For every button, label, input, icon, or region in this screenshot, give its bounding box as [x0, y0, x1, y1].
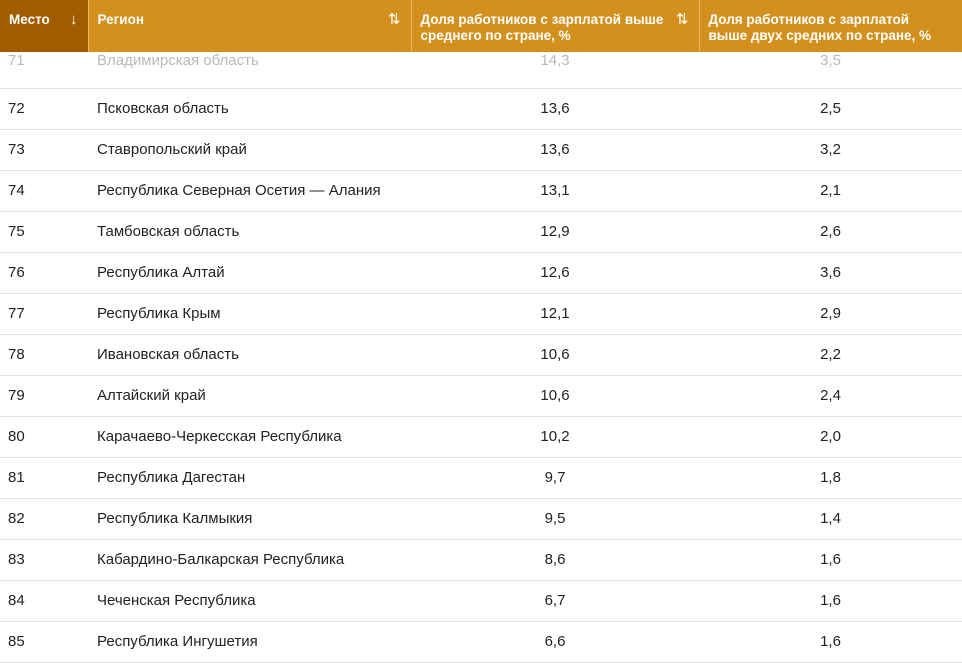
region-cell: Республика Северная Осетия — Алания [88, 170, 411, 211]
column-header-rank-label: Место [9, 12, 50, 27]
rank-cell: 73 [0, 129, 88, 170]
rank-cell: 77 [0, 293, 88, 334]
table-row [0, 129, 962, 170]
rank-cell: 74 [0, 170, 88, 211]
table-row [0, 334, 962, 375]
double-avg-cell: 3,6 [699, 252, 962, 293]
double-avg-cell: 3,5 [699, 52, 962, 88]
above-avg-cell: 14,3 [411, 52, 699, 88]
sort-toggle-icon[interactable]: ⇅ [675, 11, 689, 28]
table-row [0, 498, 962, 539]
rank-cell: 84 [0, 580, 88, 621]
column-header-double-avg[interactable] [699, 0, 962, 52]
above-avg-cell: 12,1 [411, 293, 699, 334]
double-avg-cell: 1,4 [699, 498, 962, 539]
rank-cell: 78 [0, 334, 88, 375]
region-cell: Республика Ингушетия [88, 621, 411, 662]
column-header-double-avg-label: Доля работников с зарплатой выше двух средних по стране, % [708, 12, 932, 43]
above-avg-cell: 12,6 [411, 252, 699, 293]
above-avg-cell: 6,7 [411, 580, 699, 621]
double-avg-cell: 2,5 [699, 88, 962, 129]
table-row [0, 539, 962, 580]
region-cell: Алтайский край [88, 375, 411, 416]
region-cell: Республика Дагестан [88, 457, 411, 498]
above-avg-cell: 8,6 [411, 539, 699, 580]
column-header-rank[interactable] [0, 0, 88, 52]
region-cell: Республика Крым [88, 293, 411, 334]
column-header-region-label: Регион [97, 12, 144, 27]
double-avg-cell: 2,4 [699, 375, 962, 416]
table-row [0, 416, 962, 457]
rank-cell: 72 [0, 88, 88, 129]
double-avg-cell: 2,9 [699, 293, 962, 334]
table-row [0, 375, 962, 416]
region-cell: Кабардино-Балкарская Республика [88, 539, 411, 580]
region-cell: Тамбовская область [88, 211, 411, 252]
header-row [0, 0, 962, 52]
double-avg-cell: 1,6 [699, 580, 962, 621]
above-avg-cell: 12,9 [411, 211, 699, 252]
double-avg-cell: 2,0 [699, 416, 962, 457]
table-row [0, 580, 962, 621]
table-row [0, 88, 962, 129]
above-avg-cell: 13,6 [411, 129, 699, 170]
double-avg-cell: 1,6 [699, 539, 962, 580]
table-row [0, 52, 962, 88]
rank-cell: 76 [0, 252, 88, 293]
double-avg-cell: 3,2 [699, 129, 962, 170]
table-row [0, 293, 962, 334]
above-avg-cell: 10,6 [411, 375, 699, 416]
table-row [0, 252, 962, 293]
rank-cell: 79 [0, 375, 88, 416]
above-avg-cell: 13,6 [411, 88, 699, 129]
region-cell: Республика Калмыкия [88, 498, 411, 539]
region-cell: Ивановская область [88, 334, 411, 375]
column-header-region[interactable] [88, 0, 411, 52]
region-cell: Республика Алтай [88, 252, 411, 293]
arrow-down-icon[interactable]: ↓ [70, 11, 78, 28]
above-avg-cell: 9,5 [411, 498, 699, 539]
double-avg-cell: 2,2 [699, 334, 962, 375]
table-row [0, 457, 962, 498]
rank-cell: 71 [0, 52, 88, 88]
region-cell: Чеченская Республика [88, 580, 411, 621]
double-avg-cell: 1,6 [699, 621, 962, 662]
double-avg-cell: 2,6 [699, 211, 962, 252]
region-cell: Псковская область [88, 88, 411, 129]
rank-cell: 81 [0, 457, 88, 498]
sort-toggle-icon[interactable]: ⇅ [387, 11, 401, 28]
above-avg-cell: 10,2 [411, 416, 699, 457]
table-row [0, 170, 962, 211]
double-avg-cell: 2,1 [699, 170, 962, 211]
above-avg-cell: 9,7 [411, 457, 699, 498]
region-cell: Карачаево-Черкесская Республика [88, 416, 411, 457]
table-body [0, 52, 962, 662]
region-cell: Владимирская область [88, 52, 411, 88]
rank-cell: 82 [0, 498, 88, 539]
above-avg-cell: 13,1 [411, 170, 699, 211]
column-header-above-avg-label: Доля работников с зарплатой выше среднего по стране, % [420, 12, 664, 43]
rank-cell: 85 [0, 621, 88, 662]
region-cell: Ставропольский край [88, 129, 411, 170]
table-row [0, 621, 962, 662]
above-avg-cell: 6,6 [411, 621, 699, 662]
column-header-above-avg[interactable] [411, 0, 699, 52]
table-header [0, 0, 962, 52]
rank-cell: 80 [0, 416, 88, 457]
rank-cell: 75 [0, 211, 88, 252]
table-row [0, 211, 962, 252]
above-avg-cell: 10,6 [411, 334, 699, 375]
rank-cell: 83 [0, 539, 88, 580]
double-avg-cell: 1,8 [699, 457, 962, 498]
